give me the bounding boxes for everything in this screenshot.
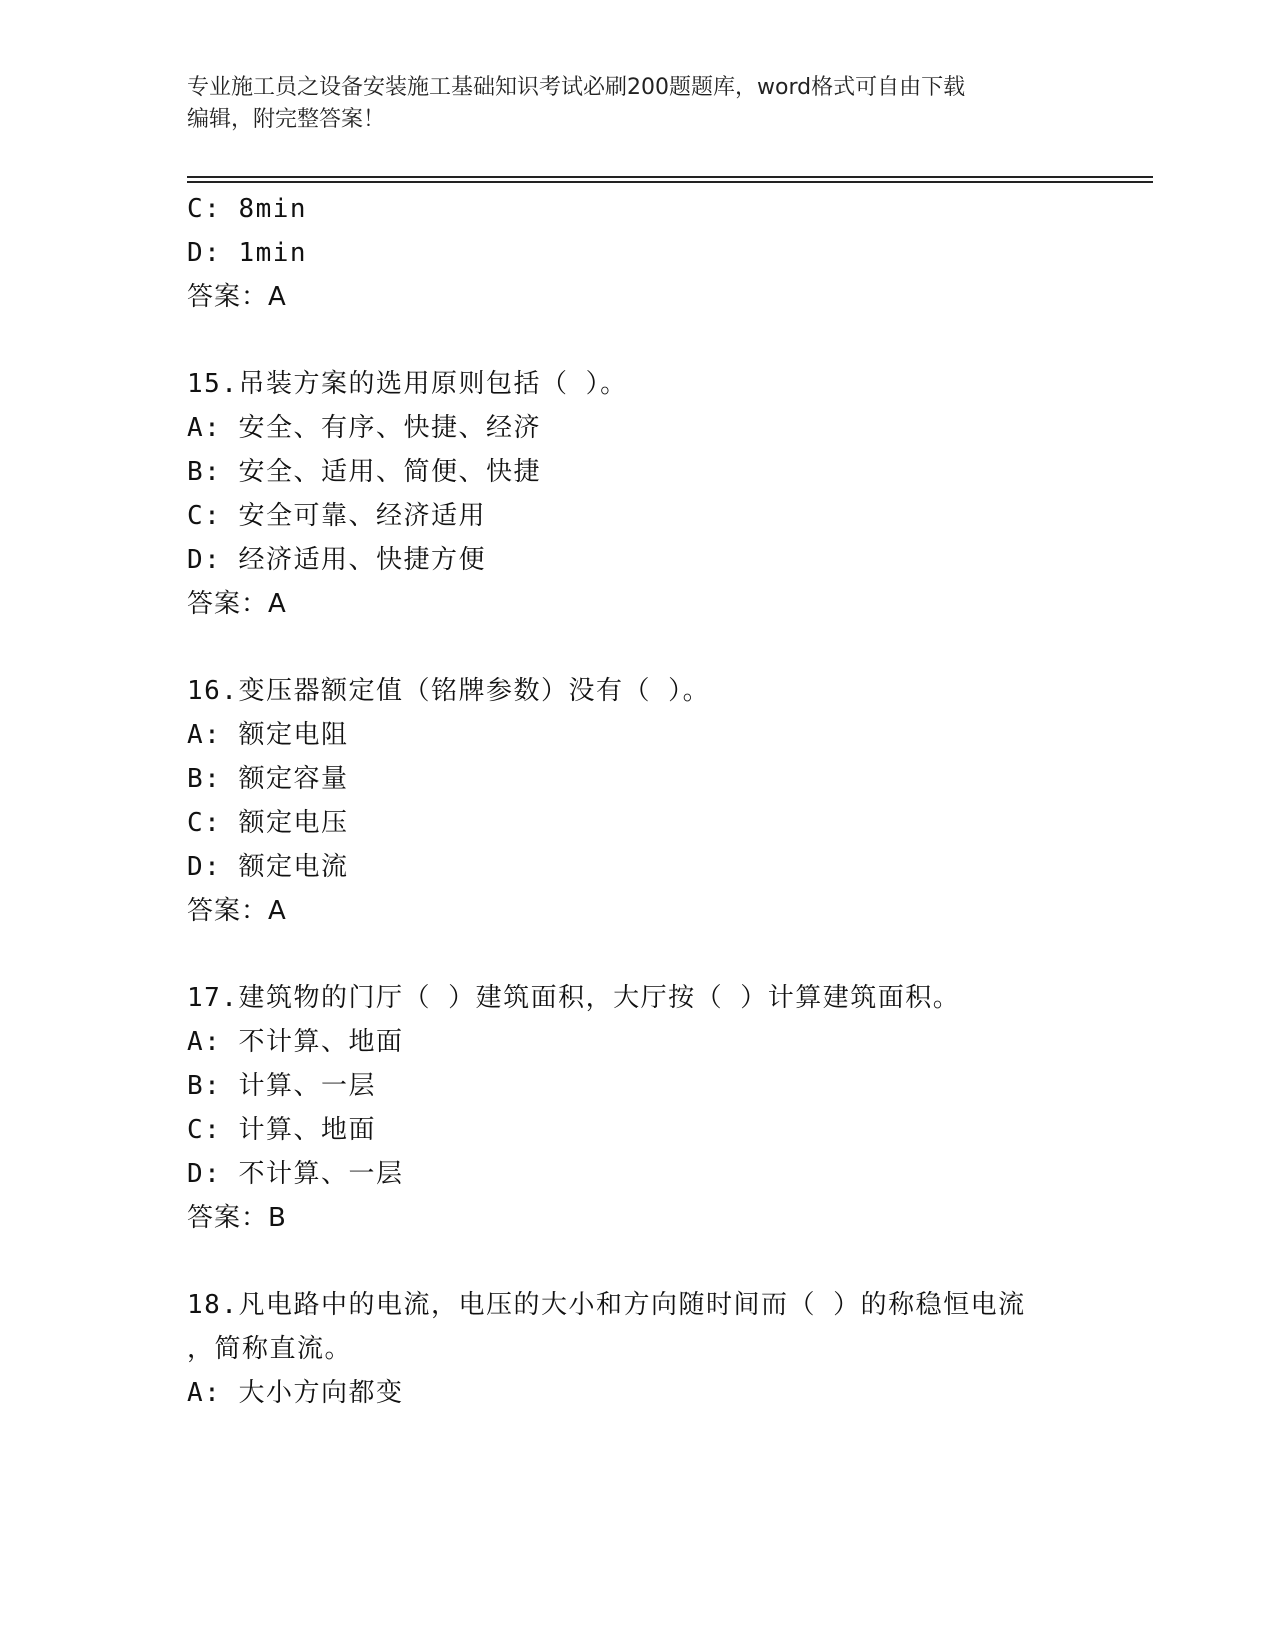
option-d-q17: D: 不计算、一层 <box>187 1159 404 1189</box>
question-15: 15.吊装方案的选用原则包括（ ）。 <box>187 369 628 399</box>
header-line-2: 编辑，附完整答案！ <box>187 107 386 132</box>
answer-q15: 答案：A <box>187 589 287 619</box>
option-a-q18: A: 大小方向都变 <box>187 1378 404 1408</box>
option-c-q16: C: 额定电压 <box>187 808 349 838</box>
option-d-q16: D: 额定电流 <box>187 852 349 882</box>
option-c-q17: C: 计算、地面 <box>187 1115 376 1145</box>
answer-q17: 答案：B <box>187 1203 287 1233</box>
question-18: 18.凡电路中的电流，电压的大小和方向随时间而（ ）的称稳恒电流 <box>187 1290 1026 1320</box>
question-17: 17.建筑物的门厅（ ）建筑面积，大厅按（ ）计算建筑面积。 <box>187 983 961 1013</box>
option-b-q15: B: 安全、适用、简便、快捷 <box>187 457 541 487</box>
answer-q14: 答案：A <box>187 282 287 312</box>
question-18-continued: ，简称直流。 <box>187 1334 353 1364</box>
header-divider-bottom <box>187 181 1153 183</box>
document-header <box>187 72 1067 136</box>
option-a-q16: A: 额定电阻 <box>187 720 349 750</box>
option-c-q15: C: 安全可靠、经济适用 <box>187 501 486 531</box>
option-a-q15: A: 安全、有序、快捷、经济 <box>187 413 541 443</box>
header-divider-top <box>187 176 1153 178</box>
option-a-q17: A: 不计算、地面 <box>187 1027 404 1057</box>
option-b-q16: B: 额定容量 <box>187 764 349 794</box>
header-line-1: 专业施工员之设备安装施工基础知识考试必刷200题题库，word格式可自由下载 <box>187 75 966 100</box>
answer-q16: 答案：A <box>187 896 287 926</box>
option-d-q14: D: 1min <box>187 238 308 268</box>
option-b-q17: B: 计算、一层 <box>187 1071 376 1101</box>
question-16: 16.变压器额定值（铭牌参数）没有（ ）。 <box>187 676 711 706</box>
option-c-q14: C: 8min <box>187 194 308 224</box>
option-d-q15: D: 经济适用、快捷方便 <box>187 545 486 575</box>
